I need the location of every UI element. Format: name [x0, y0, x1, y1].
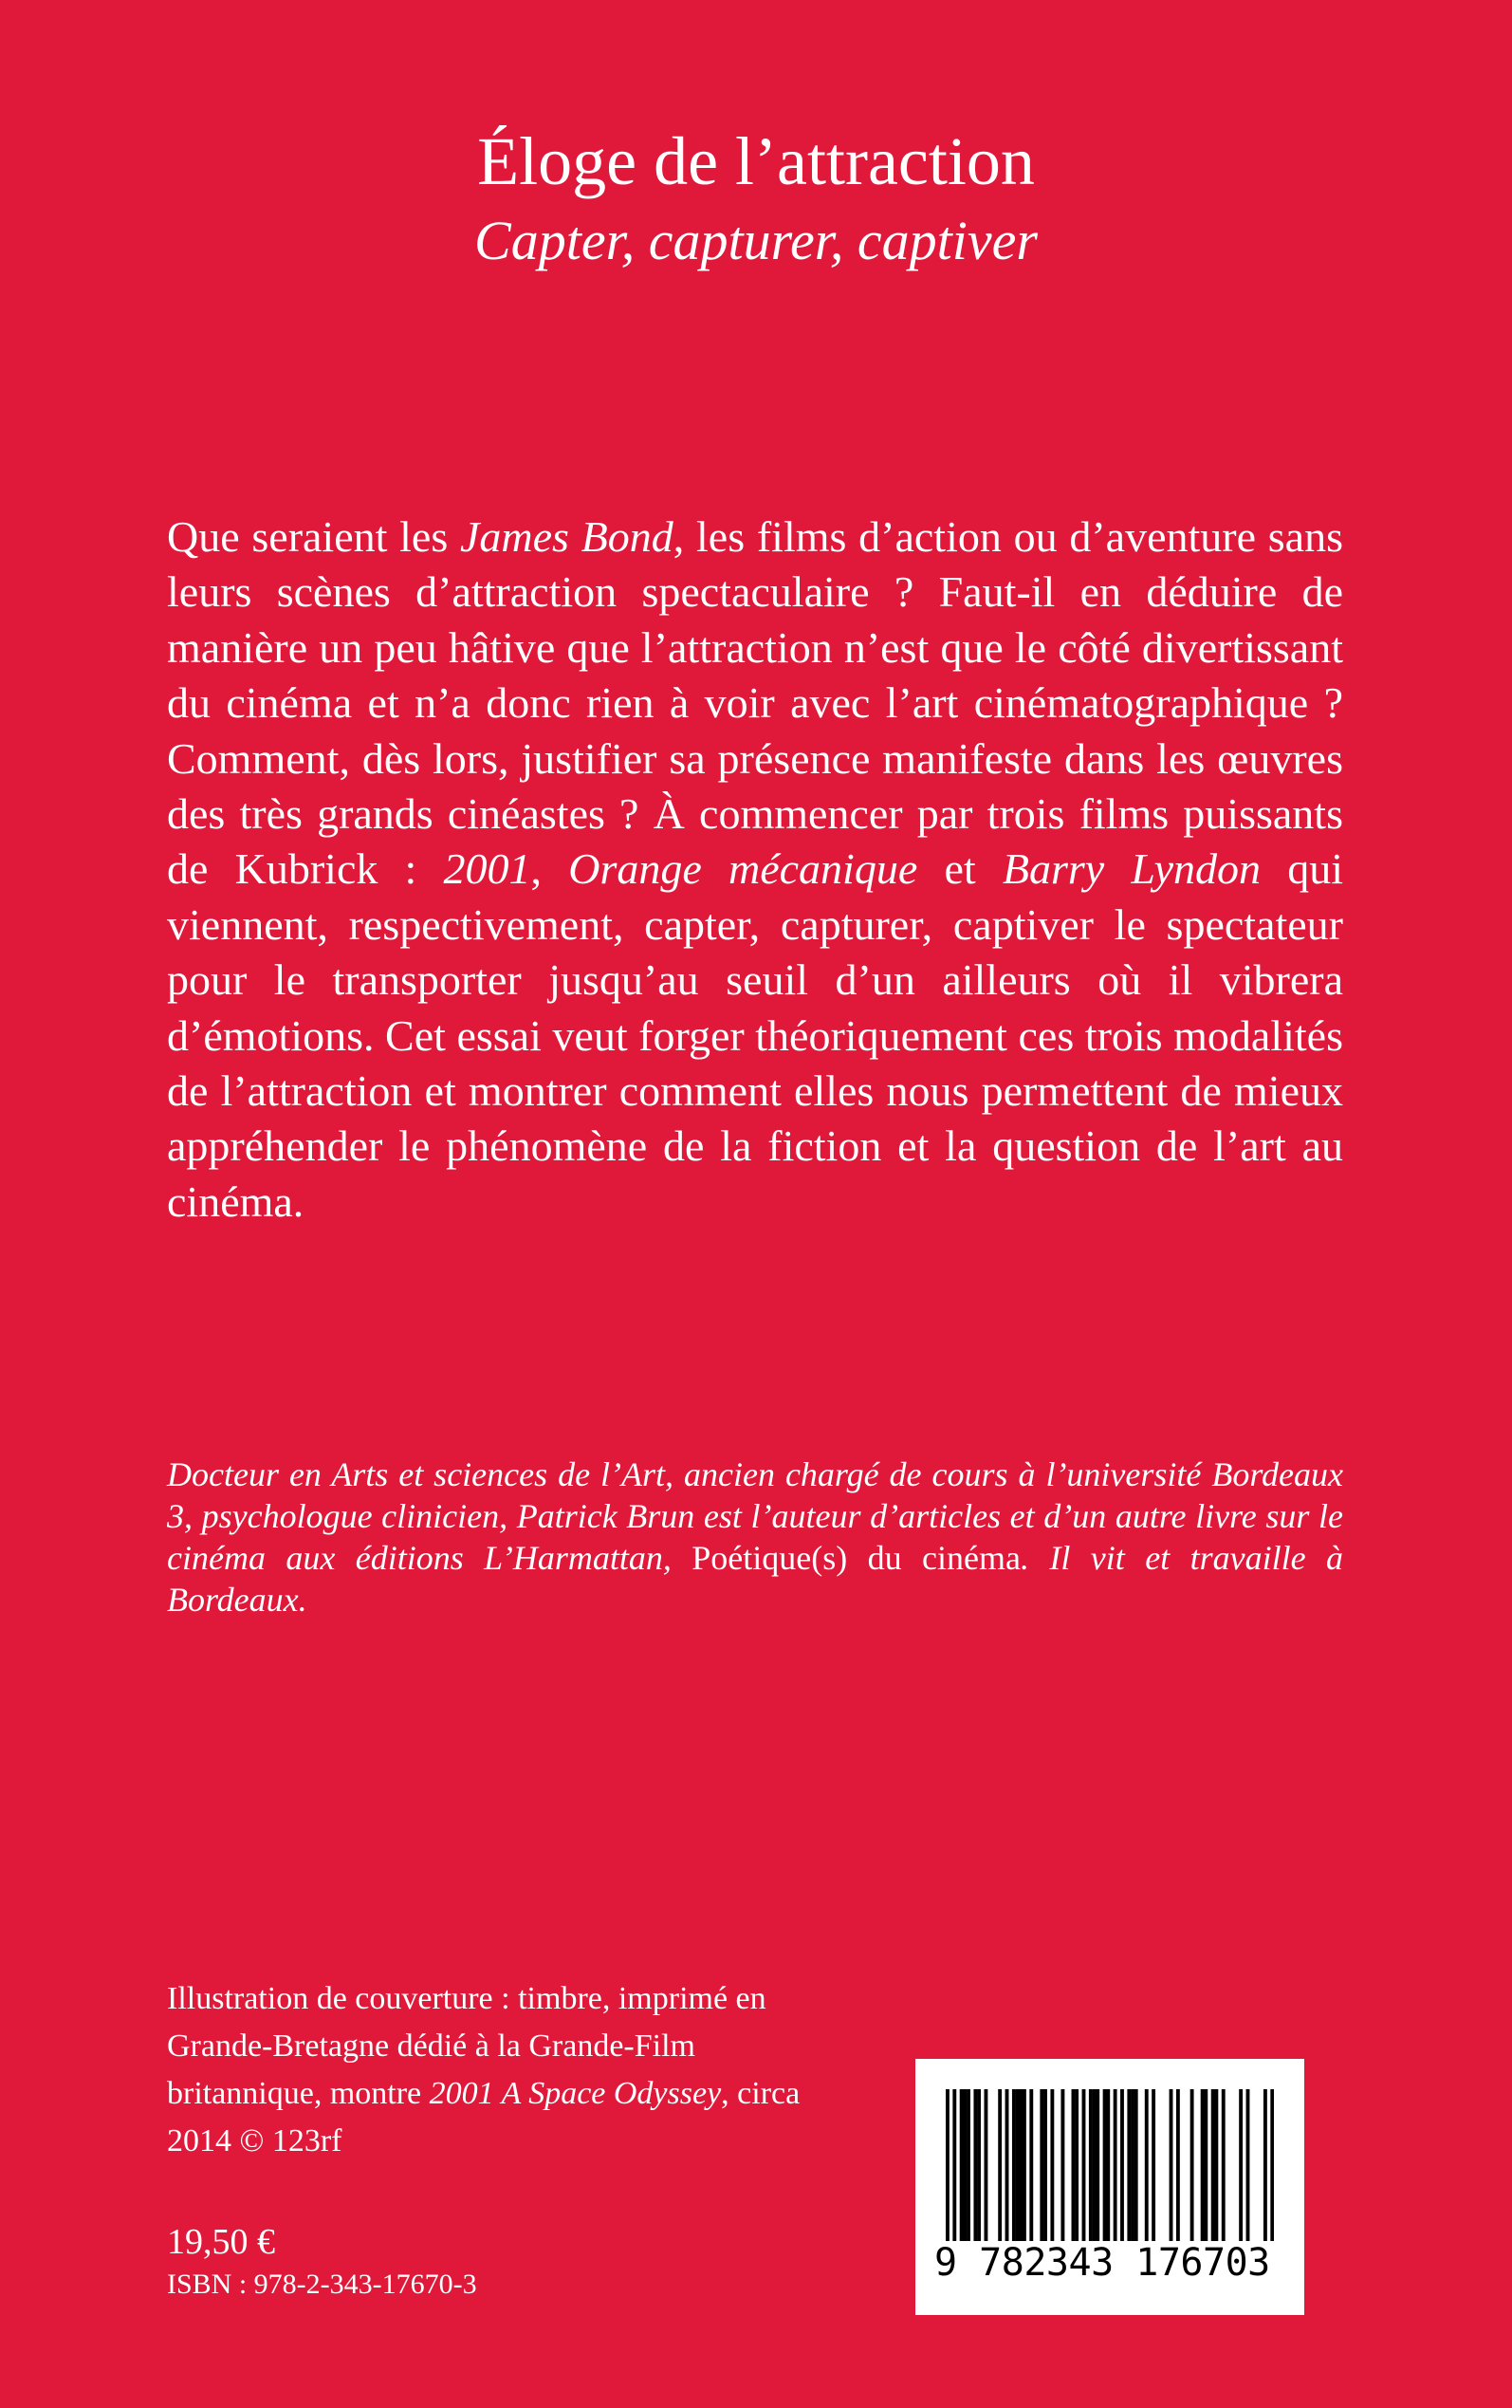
book-title: Éloge de l’attraction [477, 123, 1035, 199]
barcode-bar [1060, 2089, 1064, 2241]
price: 19,50 € [167, 2222, 275, 2262]
author-book-title: Poétique(s) du cinéma [691, 1539, 1021, 1577]
barcode-bar [1211, 2089, 1215, 2241]
blurb-text: qui viennent, respectivement, capter, capturer, captiver le spectateur pour le transporter jusqu’au seuil d’un ailleurs où il vibrera d’émotions. Cet essai veut forger théoriquement ces trois modalités de l’attraction et montrer comment elles nous permettent de mieux appréhender le phénomène de la fiction et la question de l’art au cinéma. [167, 844, 1343, 1226]
barcode-bar [1096, 2089, 1099, 2241]
blurb-text: Que seraient les [167, 512, 460, 561]
barcode-bar [1019, 2089, 1023, 2241]
barcode-bar [946, 2089, 950, 2241]
barcode-bar [998, 2089, 1002, 2241]
barcode-bar [1012, 2089, 1016, 2241]
barcode-bar [1089, 2089, 1093, 2241]
barcode-bar [963, 2089, 967, 2241]
blurb-title-barry-lyndon: Barry Lyndon [1002, 844, 1262, 894]
barcode-bar [1120, 2089, 1124, 2241]
barcode-bar [1043, 2089, 1047, 2241]
blurb-title-orange-mecanique: Orange mécanique [568, 844, 918, 894]
barcode-bar [1072, 2089, 1076, 2241]
barcode-bar [1103, 2089, 1107, 2241]
barcode-bar [1152, 2089, 1155, 2241]
barcode-bar [1131, 2089, 1134, 2241]
blurb-text: , les films d’action ou d’aventure sans leurs scènes d’attraction spectaculaire ? Faut-il en déduire de manière un peu hâtive que l’attraction n’est que le côté divertissant du cinéma et n’a donc rien à voir avec l’art cinématographique ? Comment, dès lors, justifier sa présence manifeste dans les œuvres des très grands cinéastes ? À commencer par trois films puissants de Kubrick : [167, 512, 1343, 894]
blurb-title-2001: 2001 [443, 844, 531, 894]
barcode-bar [977, 2089, 981, 2241]
book-subtitle: Capter, capturer, captiver [474, 210, 1038, 271]
barcode-bar [952, 2089, 956, 2241]
barcode-bars [946, 2089, 1274, 2241]
barcode-bar [1040, 2089, 1043, 2241]
barcode-bar [1127, 2089, 1131, 2241]
barcode-bar [1029, 2089, 1033, 2241]
barcode-bar [1114, 2089, 1117, 2241]
barcode-bar [1093, 2089, 1097, 2241]
isbn: ISBN : 978-2-343-17670-3 [167, 2269, 477, 2300]
barcode-bar [1270, 2089, 1274, 2241]
blurb-title-james-bond: James Bond [459, 512, 673, 561]
barcode-bar [1176, 2089, 1180, 2241]
barcode-bar [1246, 2089, 1250, 2241]
barcode-bar [1005, 2089, 1009, 2241]
barcode-bar [1050, 2089, 1054, 2241]
blurb-paragraph [167, 509, 1343, 1230]
credit-text: , circa 2014 © 123rf [167, 2076, 801, 2158]
barcode-digits: 9 782343 176703 [934, 2241, 1270, 2285]
barcode-bar [1263, 2089, 1267, 2241]
author-bio-text: Docteur en Arts et sciences de l’Art, ancien chargé de cours à l’université Bordeaux 3, psychologue clinicien, Patrick Brun est l’auteur d’articles et d’un autre livre sur le cinéma aux éditions L’Harmattan, [167, 1455, 1343, 1577]
author-bio [167, 1454, 1343, 1621]
barcode-bar [1190, 2089, 1194, 2241]
barcode-bar [1204, 2089, 1208, 2241]
barcode [915, 2059, 1304, 2315]
barcode-bar [984, 2089, 987, 2241]
title-block [0, 121, 1512, 275]
barcode-bar [1170, 2089, 1173, 2241]
barcode-bar [1134, 2089, 1138, 2241]
barcode-bar [1145, 2089, 1149, 2241]
barcode-bar [1239, 2089, 1243, 2241]
blurb-text: et [917, 844, 1003, 894]
cover-illustration-credit [167, 1975, 831, 2165]
barcode-bar [1016, 2089, 1020, 2241]
credit-film-title: 2001 A Space Odyssey [429, 2076, 722, 2111]
barcode-bar [1222, 2089, 1226, 2241]
barcode-bar [967, 2089, 970, 2241]
barcode-bar [1023, 2089, 1026, 2241]
barcode-bar [1201, 2089, 1205, 2241]
barcode-bar [1075, 2089, 1079, 2241]
credit-text: Illustration de couverture : timbre, imprimé en Grande-Bretagne dédié à la Grande-Film britannique, montre [167, 1981, 766, 2111]
barcode-bar [1082, 2089, 1086, 2241]
barcode-bar [1106, 2089, 1110, 2241]
author-bio-text: . Il vit et travaille à Bordeaux. [167, 1539, 1343, 1619]
barcode-bar [1214, 2089, 1218, 2241]
barcode-bar [973, 2089, 977, 2241]
blurb-text: , [530, 844, 569, 894]
barcode-bar [960, 2089, 964, 2241]
